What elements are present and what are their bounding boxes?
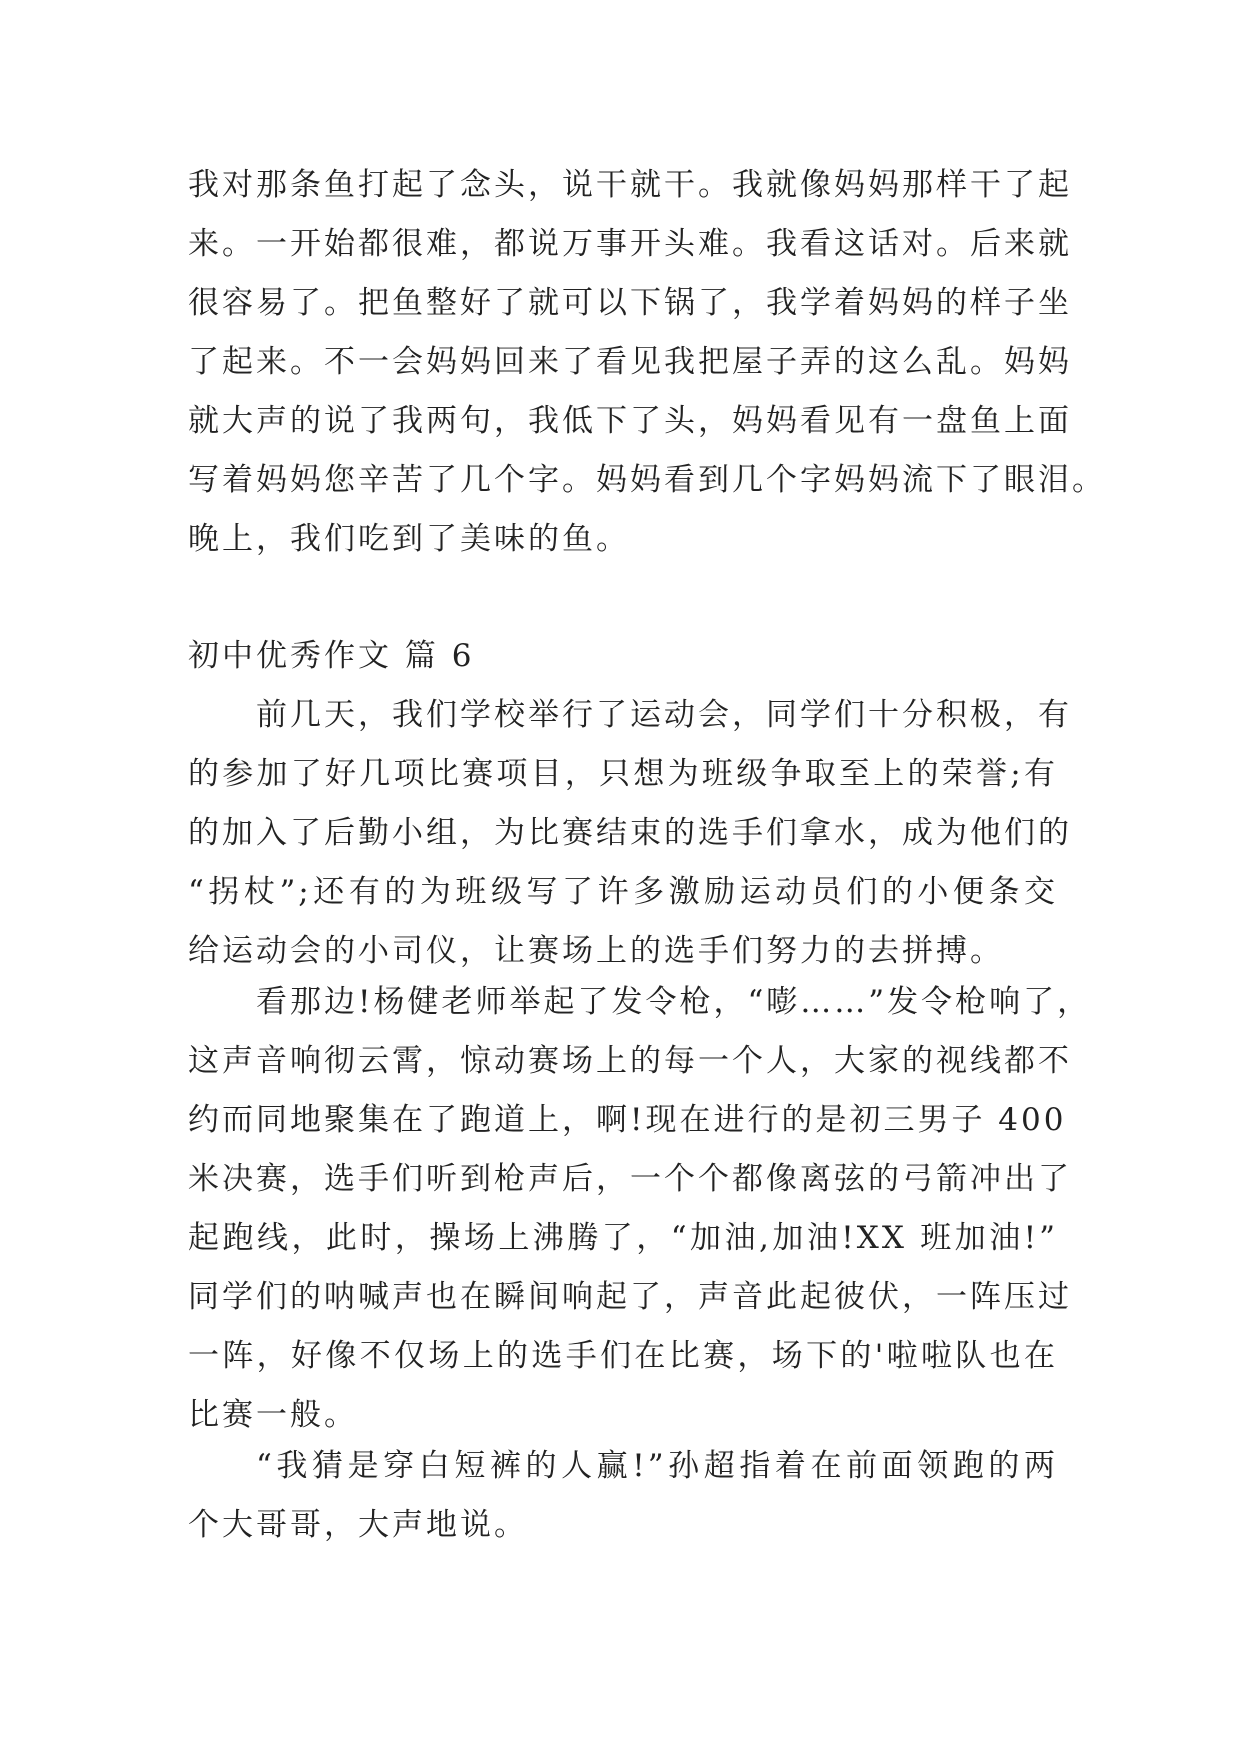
- text-line: 看那边!杨健老师举起了发令枪，“嘭……”发令枪响了，: [256, 984, 1092, 1020]
- text-line: 这声音响彻云霄，惊动赛场上的每一个人，大家的视线都不: [188, 1043, 1072, 1079]
- text-line: 就大声的说了我两句，我低下了头，妈妈看见有一盘鱼上面: [188, 403, 1072, 439]
- text-line: 我对那条鱼打起了念头，说干就干。我就像妈妈那样干了起: [188, 167, 1072, 203]
- essay-heading: 初中优秀作文 篇 6: [188, 638, 475, 674]
- text-line: 米决赛，选手们听到枪声后，一个个都像离弦的弓箭冲出了: [188, 1161, 1072, 1197]
- text-line: 很容易了。把鱼整好了就可以下锅了，我学着妈妈的样子坐: [188, 285, 1072, 321]
- text-line: 来。一开始都很难，都说万事开头难。我看这话对。后来就: [188, 226, 1072, 262]
- text-line: 了起来。不一会妈妈回来了看见我把屋子弄的这么乱。妈妈: [188, 344, 1072, 380]
- paragraph-race-start: [188, 973, 1092, 1445]
- text-line: 写着妈妈您辛苦了几个字。妈妈看到几个字妈妈流下了眼泪。: [188, 462, 1106, 498]
- text-line: 的参加了好几项比赛项目，只想为班级争取至上的荣誉;有: [188, 756, 1058, 792]
- text-line: “拐杖”;还有的为班级写了许多激励运动员们的小便条交: [188, 874, 1058, 910]
- text-line: 给运动会的小司仪，让赛场上的选手们努力的去拼搏。: [188, 933, 1004, 969]
- text-line: 起跑线，此时，操场上沸腾了，“加油,加油!XX 班加油!”: [188, 1220, 1058, 1256]
- text-line: 个大哥哥，大声地说。: [188, 1507, 528, 1543]
- paragraph-guess-winner: [188, 1437, 1058, 1555]
- text-line: 比赛一般。: [188, 1397, 358, 1433]
- text-line: 同学们的呐喊声也在瞬间响起了，声音此起彼伏，一阵压过: [188, 1279, 1072, 1315]
- text-line: 前几天，我们学校举行了运动会，同学们十分积极，有: [256, 697, 1072, 733]
- text-line: 晚上，我们吃到了美味的鱼。: [188, 521, 630, 557]
- paragraph-fish-story: [188, 156, 1106, 569]
- text-line: 一阵，好像不仅场上的选手们在比赛，场下的'啦啦队也在: [188, 1338, 1058, 1374]
- text-line: 的加入了后勤小组，为比赛结束的选手们拿水，成为他们的: [188, 815, 1072, 851]
- text-line: 约而同地聚集在了跑道上，啊!现在进行的是初三男子 400: [188, 1102, 1067, 1138]
- text-line: “我猜是穿白短裤的人赢!”孙超指着在前面领跑的两: [256, 1448, 1058, 1484]
- paragraph-sports-meet: [188, 686, 1072, 981]
